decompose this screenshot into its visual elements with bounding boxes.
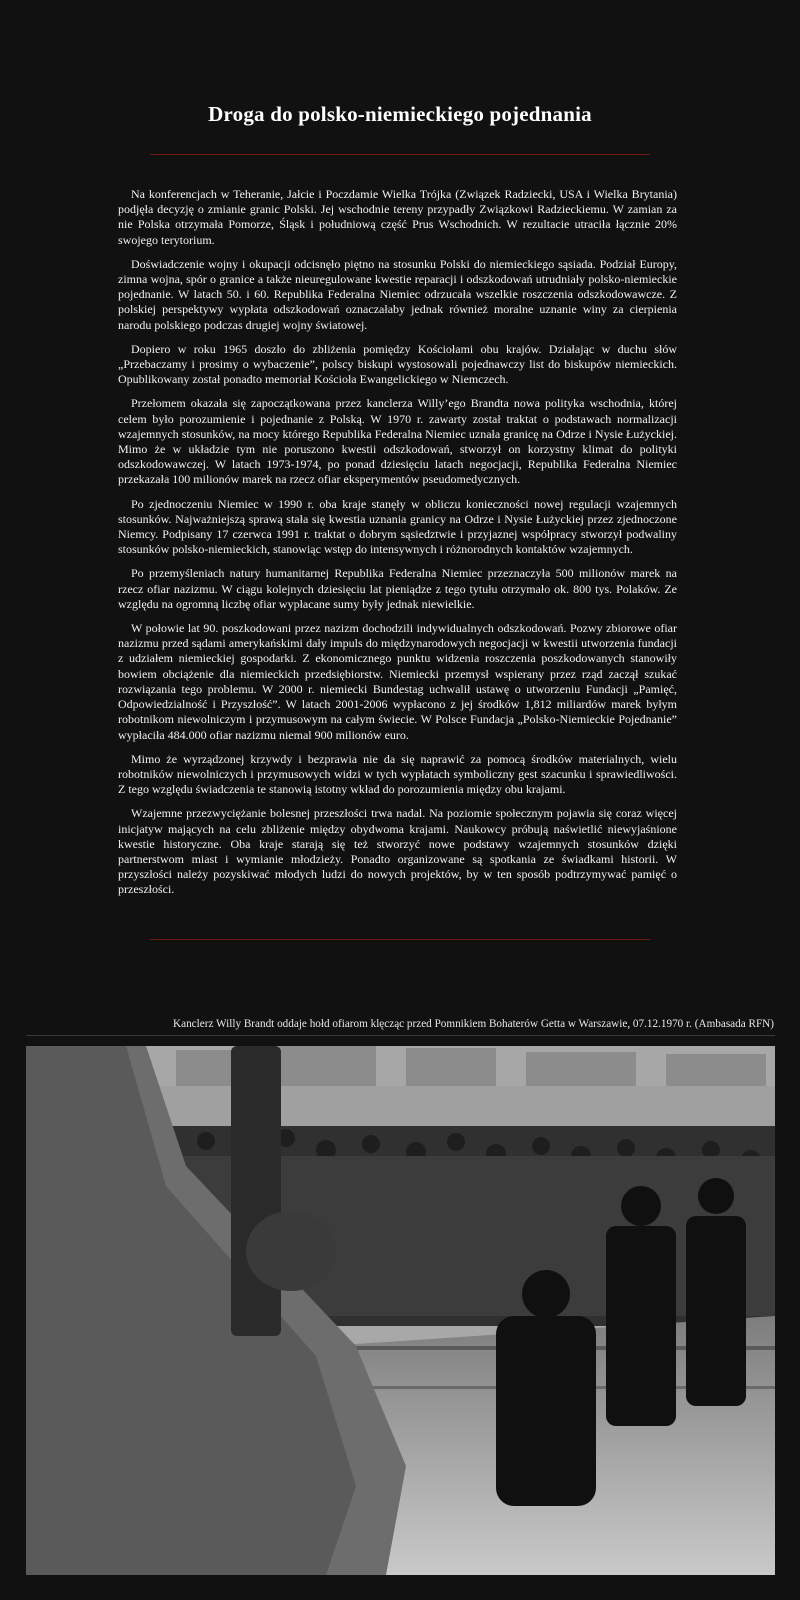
title-divider	[150, 154, 650, 155]
paragraph: Przełomem okazała się zapoczątkowana przez kanclerza Willy’ego Brandta nowa polityka wschodnia, której celem było porozumienie i pojednanie z Polską. W 1970 r. zawarty został traktat o podstawach normalizacji wzajemnych stosunków, na mocy którego Republika Federalna Niemiec uznała granicę na Odrze i Nysie Łużyckiej. Mimo że w układzie tym nie poruszono kwestii odszkodowań, stworzył on korzystny klimat do polityki odszkodowawczej. W latach 1973-1974, po ponad dziesięciu latach negocjacji, Republika Federalna Niemiec przekazała 100 milionów marek na rzecz ofiar eksperymentów pseudomedycznych.	[118, 396, 677, 487]
footer-divider	[150, 939, 650, 940]
paragraph: Po zjednoczeniu Niemiec w 1990 r. oba kraje stanęły w obliczu konieczności nowej regulacji wzajemnych stosunków. Najważniejszą sprawą stała się kwestia uznania granicy na Odrze i Nysie Łużyckiej przez zjednoczone Niemcy. Podpisany 17 czerwca 1991 r. traktat o dobrym sąsiedztwie i przyjaznej współpracy stworzył podwaliny stosunków polsko-niemieckich, stanowiąc wstęp do intensywnych i różnorodnych kontaktów wzajemnych.	[118, 496, 677, 557]
paragraph: Na konferencjach w Teheranie, Jałcie i Poczdamie Wielka Trójka (Związek Radziecki, USA i Wielka Brytania) podjęła decyzję o zmianie granic Polski. Jej wschodnie tereny przypadły Związkowi Radzieckiemu. W zamian za nie Polska otrzymała Pomorze, Śląsk i południową część Prus Wschodnich. W rezultacie utraciła łącznie 20% swojego terytorium.	[118, 187, 677, 247]
historical-photo	[26, 1046, 775, 1575]
page-title: Droga do polsko-niemieckiego pojednania	[208, 102, 592, 127]
paragraph: Mimo że wyrządzonej krzywdy i bezprawia nie da się naprawić za pomocą środków materialnych, wielu robotników niewolniczych i przymusowych widzi w tych wypłatach symboliczny gest szacunku i sprawiedliwości. Z tego względu świadczenia te stanowią istotny wkład do porozumienia między obu krajami.	[118, 751, 677, 797]
paragraph: W połowie lat 90. poszkodowani przez nazizm dochodzili indywidualnych odszkodowań. Pozwy zbiorowe ofiar nazizmu przed sądami amerykańskimi dały impuls do międzynarodowych negocjacji w kwestii utworzenia fundacji z udziałem niemieckiej gospodarki. Z ekonomicznego punktu widzenia roszczenia poszkodowanych stanowiły bowiem obciążenie dla niemieckich przedsiębiorstw. Niemiecki przemysł wspierany przez rząd zaczął szukać rozwiązania tego problemu. W 2000 r. niemiecki Bundestag uchwalił ustawę o utworzeniu Fundacji „Pamięć, Odpowiedzialność i Przyszłość”. W latach 2001-2006 wypłacono z jej środków 1,812 miliardów marek byłym robotnikom niewolniczym i przymusowym na całym świecie. W Polsce Fundacja „Polsko-Niemieckie Pojednanie” wypłaciła 484.000 ofiar nazizmu niemal 900 milionów euro.	[118, 621, 677, 742]
paragraph: Wzajemne przezwyciężanie bolesnej przeszłości trwa nadal. Na poziomie społecznym pojawia się coraz więcej inicjatyw mających na celu zbliżenie między obydwoma krajami. Naukowcy próbują naświetlić niewyjaśnione kwestie historyczne. Oba kraje starają się też stworzyć nowe podstawy wzajemnych stosunków dzięki partnerstwom miast i wymianie młodzieży. Ponadto organizowane są spotkania ze świadkami historii. W przyszłości należy pozyskiwać młodych ludzi do nowych projektów, by w ten sposób podtrzymywać pamięć o przeszłości.	[118, 806, 677, 897]
paragraph: Dopiero w roku 1965 doszło do zbliżenia pomiędzy Kościołami obu krajów. Działając w duchu słów „Przebaczamy i prosimy o wybaczenie”, polscy biskupi wystosowali pojednawczy list do biskupów niemieckich. Opublikowany został ponadto memoriał Kościoła Ewangelickiego w Niemczech.	[118, 341, 677, 387]
caption-divider	[26, 1035, 775, 1036]
paragraph: Doświadczenie wojny i okupacji odcisnęło piętno na stosunku Polski do niemieckiego sąsiada. Podział Europy, zimna wojna, spór o granice a także nieuregulowane kwestie reparacji i odszkodowań utrudniały polsko-niemieckie pojednanie. W latach 50. i 60. Republika Federalna Niemiec odrzucała wszelkie roszczenia odszkodowawcze. Z polskiej perspektywy wypłata odszkodowań oznaczałaby jednak również moralne uznanie winy za cierpienia narodu polskiego podczas drugiej wojny światowej.	[118, 256, 677, 332]
paragraph: Po przemyśleniach natury humanitarnej Republika Federalna Niemiec przeznaczyła 500 milionów marek na rzecz ofiar nazizmu. W ciągu kolejnych dziesięciu lat pieniądze z tego tytułu otrzymało ok. 800 tys. Polaków. Ze względu na ogromną liczbę ofiar wypłacane sumy były jednak niewielkie.	[118, 566, 677, 611]
article-body	[118, 187, 677, 907]
photo-caption: Kanclerz Willy Brandt oddaje hołd ofiarom klęcząc przed Pomnikiem Bohaterów Getta w Warszawie, 07.12.1970 r. (Ambasada RFN)	[173, 1018, 774, 1030]
